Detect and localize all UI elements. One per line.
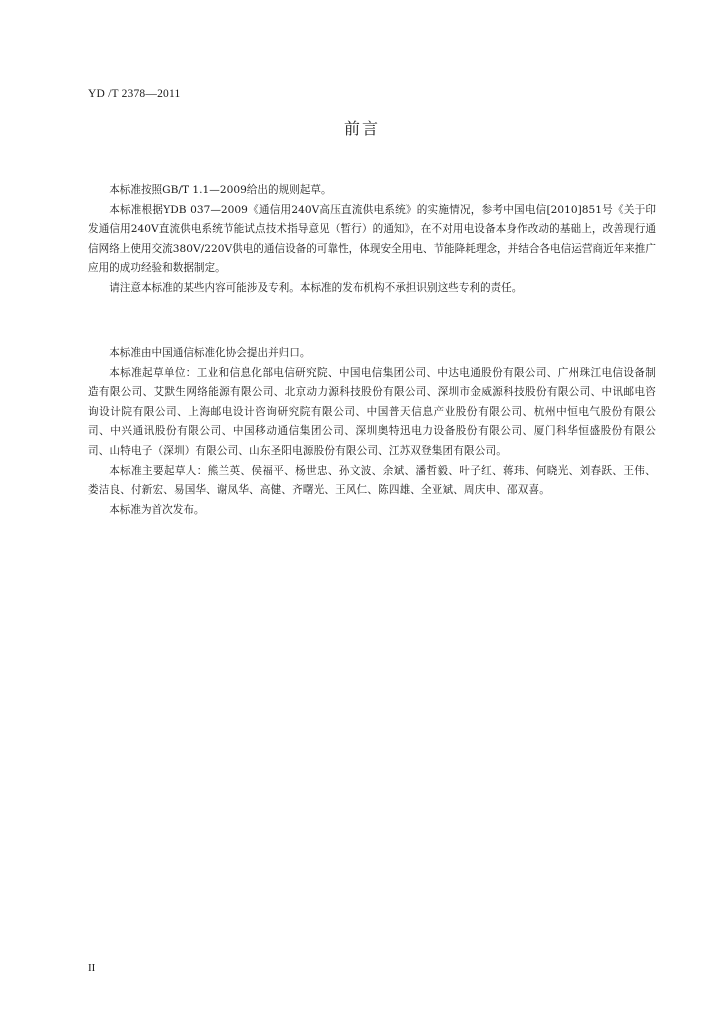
paragraph-proposer: 本标准由中国通信标准化协会提出并归口。	[109, 347, 311, 359]
paragraph-drafting-units: 本标准起草单位：工业和信息化部电信研究院、中国电信集团公司、中达电通股份有限公司、广州珠江电信设备制造有限公司、艾默生网络能源有限公司、北京动力源科技股份有限公司、深圳市金威源科技股份有限公司、中讯邮电咨询设计院有限公司、上海邮电设计咨询研究院有限公司、中国普天信息产业股份有限公司、杭州中恒电气股份有限公司、中兴通讯股份有限公司、中国移动通信集团公司、深圳奥特迅电力设备股份有限公司、厦门科华恒盛股份有限公司、山特电子（深圳）有限公司、山东圣阳电源股份有限公司、江苏双登集团有限公司。	[88, 366, 656, 457]
foreword-section-1	[88, 181, 656, 299]
paragraph-basis: 本标准根据YDB 037—2009《通信用240V高压直流供电系统》的实施情况，参考中国电信[2010]851号《关于印发通信用240V直流供电系统节能试点技术指导意见（暂行）的通知》，在不对用电设备本身作改动的基础上，改善现行通信网络上使用交流380V/220V供电的通信设备的可靠性，体现安全用电、节能降耗理念，并结合各电信运营商近年来推广应用的成功经验和数据制定。	[88, 203, 656, 275]
page-number: II	[88, 962, 96, 974]
page-title: 前言	[343, 119, 380, 138]
standard-code: YD /T 2378—2011	[88, 88, 181, 100]
paragraph-patent-notice: 请注意本标准的某些内容可能涉及专利。本标准的发布机构不承担识别这些专利的责任。	[109, 281, 523, 294]
paragraph-drafting-rules: 本标准按照GB/T 1.1—2009给出的规则起草。	[109, 184, 332, 196]
foreword-section-2	[88, 344, 656, 520]
paragraph-main-drafters: 本标准主要起草人：熊兰英、侯福平、杨世忠、孙文波、余斌、潘哲毅、叶子红、蒋玮、何晓光、刘春跃、王伟、娄洁良、付新宏、易国华、谢凤华、高健、齐曙光、王风仁、陈四雄、全亚斌、周庆申、邵双喜。	[88, 464, 656, 497]
paragraph-first-release: 本标准为首次发布。	[109, 503, 205, 516]
